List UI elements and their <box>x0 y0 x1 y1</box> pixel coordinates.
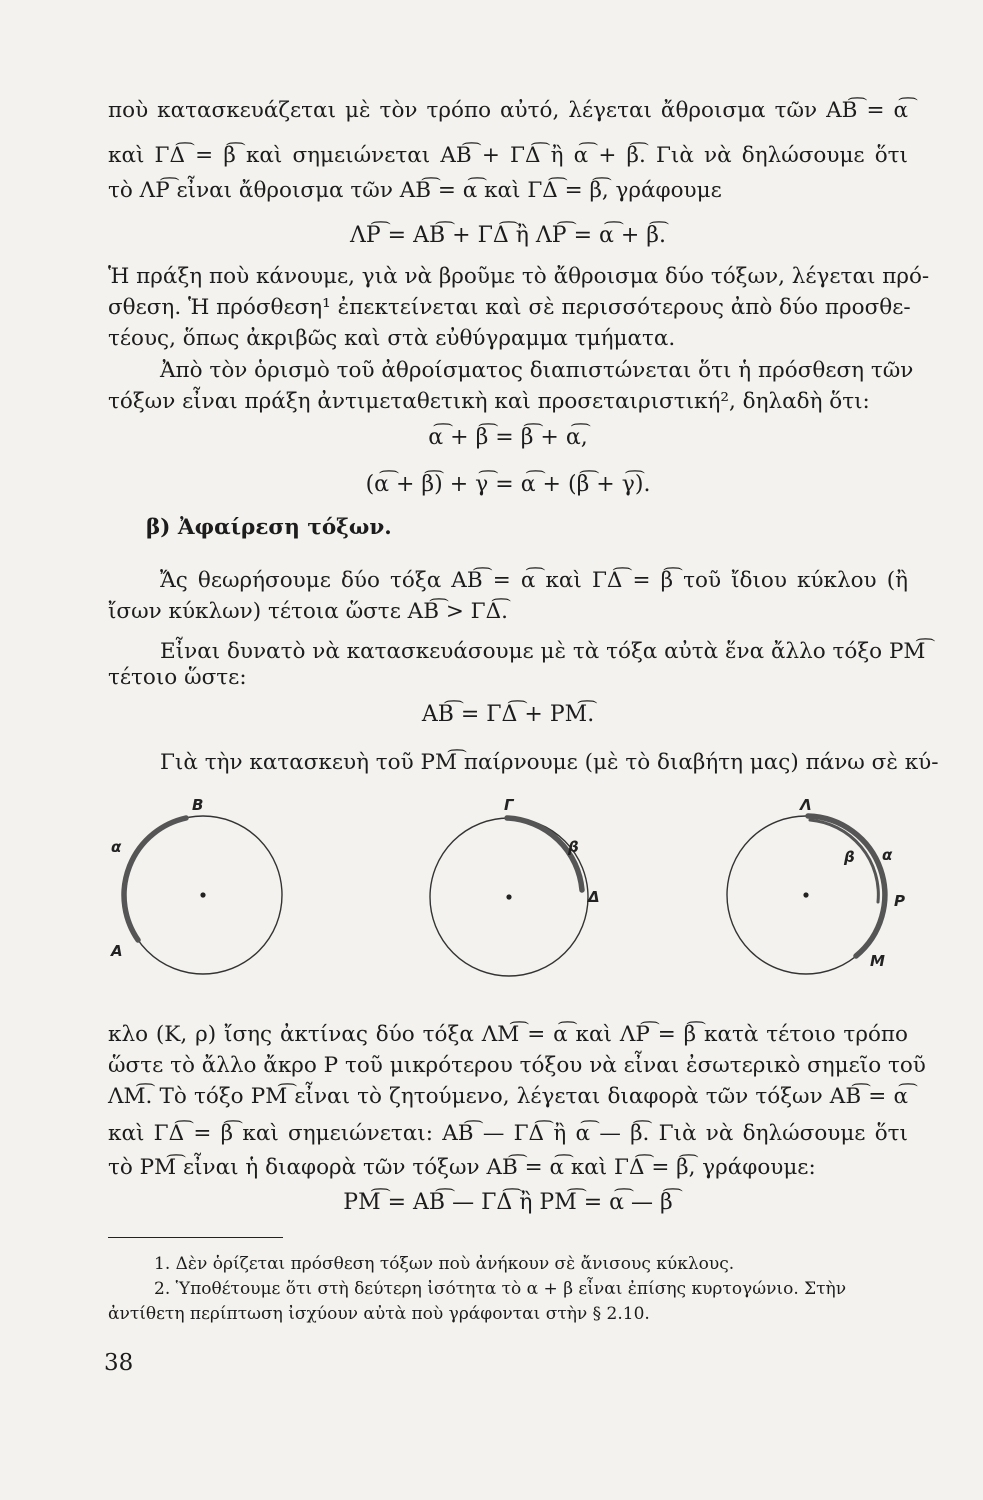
text-line-18: τὸ ΡΜ͡ εἶναι ἡ διαφορὰ τῶν τόξων ΑΒ͡ = α͡ καὶ ΓΔ͡ = β͡, γράφουμε: <box>108 1155 816 1180</box>
arcs-figure <box>108 790 908 1020</box>
text-line-11: Εἶναι δυνατὸ νὰ κατασκευάσουμε μὲ τὰ τόξα αὐτὰ ἕνα ἄλλο τόξο ΡΜ͡ <box>160 639 926 664</box>
text-line-7: Ἀπὸ τὸν ὁρισμὸ τοῦ ἀθροίσματος διαπιστώνεται ὅτι ἡ πρόσθεση τῶν <box>160 358 914 383</box>
text-line-9: Ἄς θεωρήσουμε δύο τόξα ΑΒ͡ = α͡ καὶ ΓΔ͡ = β͡ τοῦ ἴδιου κύκλου (ἢ <box>160 568 908 593</box>
label-Delta: Δ <box>588 888 600 906</box>
text-line-4: Ἡ πράξη ποὺ κάνουμε, γιὰ νὰ βροῦμε τὸ ἄθροισμα δύο τόξων, λέγεται πρό- <box>108 264 930 289</box>
label-beta-1: β <box>568 838 579 856</box>
footnote-divider <box>108 1237 283 1238</box>
label-beta-2: β <box>844 848 855 866</box>
circle-figure-1 <box>110 796 282 974</box>
equation-difference: ΡΜ͡ = ΑΒ͡ — ΓΔ͡ ἢ ΡΜ͡ = α͡ — β͡ <box>343 1190 673 1215</box>
text-line-16: ΛΜ͡. Τὸ τόξο ΡΜ͡ εἶναι τὸ ζητούμενο, λέγεται διαφορὰ τῶν τόξων ΑΒ͡ = α͡ <box>108 1084 908 1109</box>
equation-commutative: α͡ + β͡ = β͡ + α͡, <box>428 425 588 450</box>
text-line-6: τέους, ὅπως ἀκριβῶς καὶ στὰ εὐθύγραμμα τμήματα. <box>108 326 676 351</box>
text-line-10: ἴσων κύκλων) τέτοια ὥστε ΑΒ͡ > ΓΔ͡. <box>108 599 508 624</box>
equation-associative: (α͡ + β͡) + γ͡ = α͡ + (β͡ + γ͡). <box>365 472 651 497</box>
label-A: Α <box>111 942 123 960</box>
label-P: Ρ <box>894 892 905 910</box>
circle-figure-2 <box>430 796 600 976</box>
label-Lambda: Λ <box>800 796 812 814</box>
text-line-17: καὶ ΓΔ͡ = β͡ καὶ σημειώνεται: ΑΒ͡ — ΓΔ͡ ἢ α͡ — β͡. Γιὰ νὰ δηλώσουμε ὅτι <box>108 1121 908 1146</box>
text-line-12: τέτοιο ὥστε: <box>108 665 247 690</box>
circle-figure-3 <box>727 796 905 974</box>
equation-sum: ΛΡ͡ = ΑΒ͡ + ΓΔ͡ ἢ ΛΡ͡ = α͡ + β͡. <box>349 223 666 248</box>
text-line-14: κλο (Κ, ρ) ἴσης ἀκτίνας δύο τόξα ΛΜ͡ = α͡ καὶ ΛΡ͡ = β͡ κατὰ τέτοιο τρόπο <box>108 1022 908 1047</box>
text-line-15: ὥστε τὸ ἄλλο ἄκρο Ρ τοῦ μικρότερου τόξου νὰ εἶναι ἐσωτερικὸ σημεῖο τοῦ <box>108 1053 926 1078</box>
label-M: Μ <box>870 952 885 970</box>
text-line-13: Γιὰ τὴν κατασκευὴ τοῦ ΡΜ͡ παίρνουμε (μὲ τὸ διαβήτη μας) πάνω σὲ κύ- <box>160 750 939 775</box>
label-alpha-1: α <box>111 838 122 856</box>
label-Gamma: Γ <box>504 796 514 814</box>
equation-difference-def: ΑΒ͡ = ΓΔ͡ + ΡΜ͡. <box>421 702 595 727</box>
text-line-3: τὸ ΛΡ͡ εἶναι ἄθροισμα τῶν ΑΒ͡ = α͡ καὶ ΓΔ͡ = β͡, γράφουμε <box>108 178 722 203</box>
label-alpha-2: α <box>882 846 893 864</box>
page-number: 38 <box>104 1350 134 1376</box>
footnote-2-cont: ἀντίθετη περίπτωση ἰσχύουν αὐτὰ ποὺ γράφονται στὴν § 2.10. <box>108 1304 650 1324</box>
text-line-1: ποὺ κατασκευάζεται μὲ τὸν τρόπο αὐτό, λέγεται ἄθροισμα τῶν ΑΒ͡ = α͡ <box>108 98 908 123</box>
footnote-1: 1. Δὲν ὁρίζεται πρόσθεση τόξων ποὺ ἀνήκουν σὲ ἄνισους κύκλους. <box>154 1254 735 1274</box>
footnote-2: 2. Ὑποθέτουμε ὅτι στὴ δεύτερη ἰσότητα τὸ α + β εἶναι ἐπίσης κυρτογώνιο. Στὴν <box>154 1279 847 1299</box>
text-line-8: τόξων εἶναι πράξη ἀντιμεταθετικὴ καὶ προσεταιριστική², δηλαδὴ ὅτι: <box>108 389 870 414</box>
text-line-5: σθεση. Ἡ πρόσθεση¹ ἐπεκτείνεται καὶ σὲ περισσότερους ἀπὸ δύο προσθε- <box>108 295 911 320</box>
label-B: Β <box>192 796 204 814</box>
text-line-2: καὶ ΓΔ͡ = β͡ καὶ σημειώνεται ΑΒ͡ + ΓΔ͡ ἢ α͡ + β͡. Γιὰ νὰ δηλώσουμε ὅτι <box>108 143 908 168</box>
section-heading: β) Ἀφαίρεση τόξων. <box>146 515 392 540</box>
